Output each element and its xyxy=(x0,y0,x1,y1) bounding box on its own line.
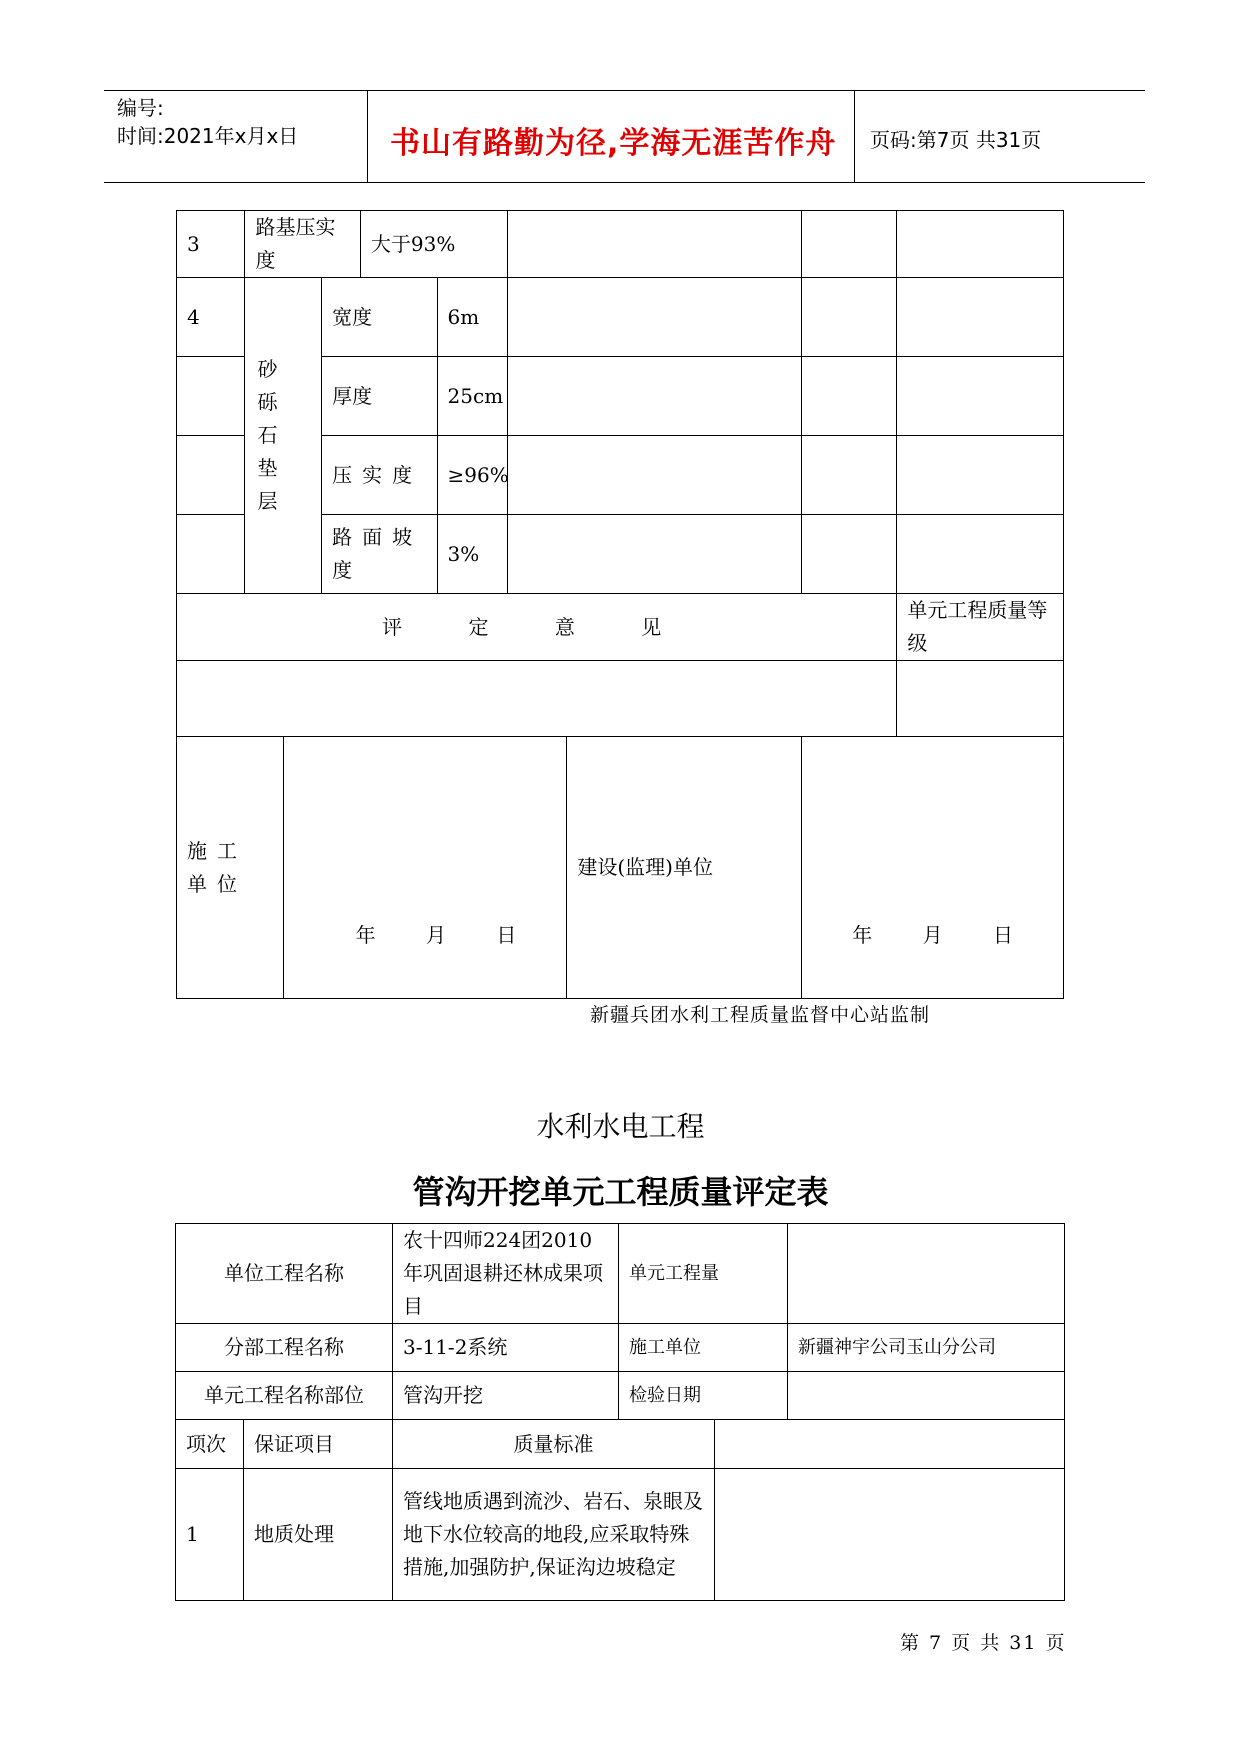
element-value: 管沟开挖 xyxy=(393,1372,619,1420)
footer-page-number: 第 7 页 共 31 页 xyxy=(900,1632,1067,1654)
division-value: 3-11-2系统 xyxy=(393,1324,619,1372)
gravel-item-name: 压实度 xyxy=(322,436,437,515)
header-divider-left xyxy=(367,90,368,182)
inspect-date-label: 检验日期 xyxy=(619,1372,788,1420)
trench-evaluation-table xyxy=(175,1223,1065,1601)
table-row xyxy=(176,1224,1065,1324)
unit-project-label: 单位工程名称 xyxy=(176,1224,393,1324)
blank-cell xyxy=(508,436,802,515)
evaluation-cell xyxy=(177,661,897,737)
header-top-rule xyxy=(104,90,1145,91)
gravel-item-value: 25cm xyxy=(437,357,508,436)
row-index: 4 xyxy=(177,278,245,357)
blank-cell xyxy=(715,1420,1065,1469)
table-row xyxy=(177,737,1064,999)
construction-unit-label: 施工单位 xyxy=(177,737,284,999)
gravel-item-name: 路面坡度 xyxy=(322,515,437,594)
table-row xyxy=(176,1420,1065,1469)
blank-cell xyxy=(177,436,245,515)
row-index: 3 xyxy=(177,211,245,278)
element-label: 单元工程名称部位 xyxy=(176,1372,393,1420)
blank-cell xyxy=(508,278,802,357)
inspect-date-value xyxy=(788,1372,1065,1420)
document-title-line2: 管沟开挖单元工程质量评定表 xyxy=(412,1173,829,1211)
division-label: 分部工程名称 xyxy=(176,1324,393,1372)
blank-cell xyxy=(177,357,245,436)
blank-cell xyxy=(897,436,1064,515)
gravel-item-value: ≥96% xyxy=(437,436,508,515)
table-row xyxy=(177,211,1064,278)
blank-cell xyxy=(508,357,802,436)
contractor-label: 施工单位 xyxy=(619,1324,788,1372)
blank-cell xyxy=(508,515,802,594)
header-time-label: 时间:2021年x月x日 xyxy=(117,124,299,148)
col-index-header: 项次 xyxy=(176,1420,244,1469)
table-row xyxy=(177,661,1064,737)
table-row xyxy=(176,1324,1065,1372)
blank-cell xyxy=(897,357,1064,436)
header-page-label: 页码:第7页 共31页 xyxy=(870,128,1042,152)
item-standard: 大于93% xyxy=(360,211,507,278)
blank-cell xyxy=(802,278,897,357)
table-row xyxy=(177,594,1064,661)
grade-cell xyxy=(897,661,1064,737)
supervision-note: 新疆兵团水利工程质量监督中心站监制 xyxy=(590,1004,931,1026)
row-index: 1 xyxy=(176,1469,244,1601)
blank-cell xyxy=(802,211,897,278)
header-number-label: 编号: xyxy=(117,96,164,120)
blank-cell xyxy=(177,515,245,594)
gravel-item-value: 6m xyxy=(437,278,508,357)
item-name: 路基压实度 xyxy=(245,211,360,278)
unit-quantity-label: 单元工程量 xyxy=(619,1224,788,1324)
construction-date: 年 月 日 xyxy=(284,737,567,999)
document-title-line1: 水利水电工程 xyxy=(536,1110,705,1143)
gravel-layer-table xyxy=(176,210,1064,999)
header-motto: 书山有路勤为径,学海无涯苦作舟 xyxy=(390,126,837,161)
blank-cell xyxy=(897,278,1064,357)
blank-cell xyxy=(802,436,897,515)
grade-label: 单元工程质量等级 xyxy=(897,594,1064,661)
blank-cell xyxy=(802,357,897,436)
header-divider-right xyxy=(854,90,855,182)
contractor-value: 新疆神宇公司玉山分公司 xyxy=(788,1324,1065,1372)
row-standard: 管线地质遇到流沙、岩石、泉眼及地下水位较高的地段,应采取特殊措施,加强防护,保证沟边坡稳定 xyxy=(393,1469,715,1601)
unit-quantity-value xyxy=(788,1224,1065,1324)
gravel-group-label: 砂砾石垫层 xyxy=(245,278,322,594)
unit-project-value: 农十四师224团2010年巩固退耕还林成果项目 xyxy=(393,1224,619,1324)
row-item: 地质处理 xyxy=(244,1469,393,1601)
blank-cell xyxy=(897,515,1064,594)
gravel-item-name: 宽度 xyxy=(322,278,437,357)
blank-cell xyxy=(508,211,802,278)
gravel-item-name: 厚度 xyxy=(322,357,437,436)
table-row xyxy=(176,1372,1065,1420)
blank-cell xyxy=(715,1469,1065,1601)
supervision-unit-label: 建设(监理)单位 xyxy=(567,737,802,999)
table-row xyxy=(176,1469,1065,1601)
blank-cell xyxy=(802,515,897,594)
gravel-item-value: 3% xyxy=(437,515,508,594)
header-bottom-rule xyxy=(104,182,1145,183)
table-row xyxy=(177,278,1064,357)
col-standard-header: 质量标准 xyxy=(393,1420,715,1469)
supervision-date: 年 月 日 xyxy=(802,737,1064,999)
col-item-header: 保证项目 xyxy=(244,1420,393,1469)
evaluation-label: 评 定 意 见 xyxy=(177,594,897,661)
blank-cell xyxy=(897,211,1064,278)
